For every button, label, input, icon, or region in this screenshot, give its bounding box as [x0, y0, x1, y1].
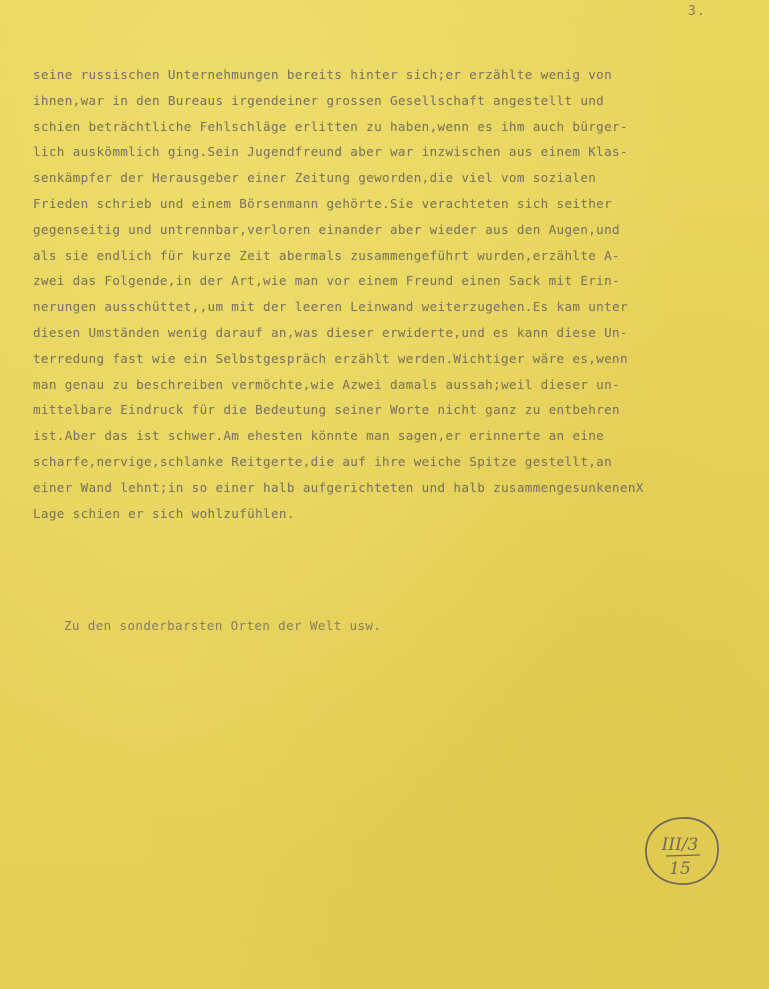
stamp-bottom-text: 15: [669, 859, 691, 879]
archive-stamp: [642, 814, 722, 888]
text-line: senkämpfer der Herausgeber einer Zeitung geworden,die viel vom sozialen: [33, 170, 597, 186]
text-line: nerungen ausschüttet,,um mit der leeren Leinwand weiterzugehen.Es kam unter: [33, 299, 628, 315]
text-line: terredung fast wie ein Selbstgespräch erzählt werden.Wichtiger wäre es,wenn: [33, 350, 628, 366]
stamp-top-text: III/3: [661, 835, 699, 855]
text-line: schien beträchtliche Fehlschläge erlitten zu haben,wenn es ihm auch bürger-: [33, 118, 628, 134]
text-line: als sie endlich für kurze Zeit abermals zusammengeführt wurden,erzählte A-: [33, 247, 620, 263]
text-line: zwei das Folgende,in der Art,wie man vor einem Freund einen Sack mit Erin-: [33, 273, 620, 289]
text-line: Frieden schrieb und einem Börsenmann gehörte.Sie verachteten sich seither: [33, 195, 613, 211]
text-line: ist.Aber das ist schwer.Am ehesten könnte man sagen,er erinnerte an eine: [33, 428, 605, 444]
text-line: man genau zu beschreiben vermöchte,wie Azwei damals aussah;weil dieser un-: [33, 376, 620, 392]
text-line: gegenseitig und untrennbar,verloren einander aber wieder aus den Augen,und: [33, 221, 620, 237]
text-line: Lage schien er sich wohlzufühlen.: [33, 505, 295, 521]
text-line: scharfe,nervige,schlanke Reitgerte,die auf ihre weiche Spitze gestellt,an: [33, 453, 613, 469]
text-line: mittelbare Eindruck für die Bedeutung seiner Worte nicht ganz zu entbehren: [33, 402, 620, 418]
text-line: einer Wand lehnt;in so einer halb aufgerichteten und halb zusammengesunkenenX: [33, 479, 644, 495]
text-line: ihnen,war in den Bureaus irgendeiner grossen Gesellschaft angestellt und: [33, 92, 605, 108]
text-line: diesen Umständen wenig darauf an,was dieser erwiderte,und es kann diese Un-: [33, 324, 628, 340]
text-line: seine russischen Unternehmungen bereits hinter sich;er erzählte wenig von: [33, 67, 613, 82]
text-line: lich auskömmlich ging.Sein Jugendfreund aber war inzwischen aus einem Klas-: [33, 144, 628, 160]
closing-line: Zu den sonderbarsten Orten der Welt usw.: [64, 618, 382, 633]
typed-text-body: [33, 62, 753, 526]
page-number: 3.: [688, 4, 706, 19]
